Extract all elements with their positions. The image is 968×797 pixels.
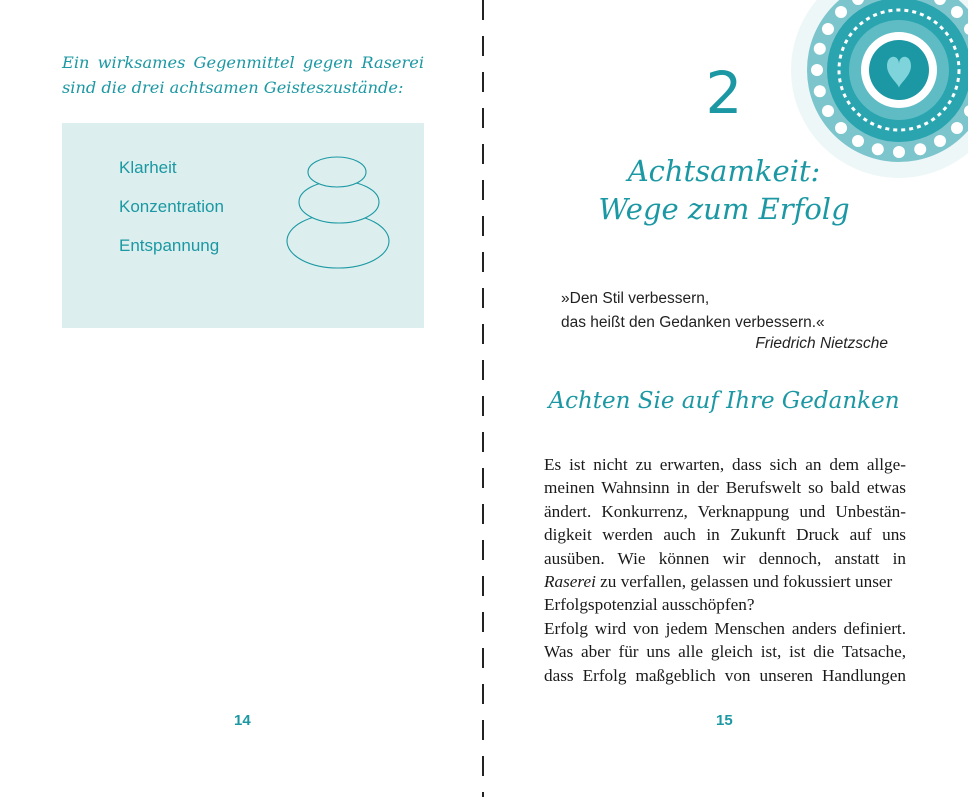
page-number-right: 15 [716, 712, 733, 729]
mindful-states-box [62, 123, 424, 328]
right-page [484, 0, 968, 797]
box-item-concentration: Konzentration [119, 197, 224, 216]
body-line-rest: zu verfallen, gelassen und fokussiert unser [595, 571, 893, 591]
quote-line2: das heißt den Gedanken verbessern.« [561, 314, 825, 331]
section-heading: Achten Sie auf Ihre Gedanken [548, 388, 900, 414]
body-line: dass Erfolg maßgeblich von unseren Handlungen [544, 665, 906, 685]
body-line: ausüben. Wie können wir dennoch, anstatt in [544, 548, 906, 568]
mandala-petal [822, 23, 834, 35]
mandala-petal [852, 135, 864, 147]
body-line: Erfolg wird von jedem Menschen anders definiert. [544, 618, 906, 638]
body-line: Erfolgspotenzial ausschöpfen? [544, 595, 755, 615]
stacked-stones-icon [282, 155, 392, 273]
body-line: Was aber für uns alle gleich ist, ist die Tatsache, [544, 642, 906, 662]
mandala-petal [934, 135, 946, 147]
chapter-title-line2: Wege zum Erfolg [598, 192, 850, 226]
quote-author: Friedrich Nietzsche [755, 335, 888, 352]
body-line [544, 570, 906, 593]
mandala-petal [814, 43, 826, 55]
mandala-petal [835, 6, 847, 18]
body-line: digkeit werden auch in Zukunft Druck auf uns [544, 525, 906, 545]
intro-text: Ein wirksames Gegenmittel gegen Raserei sind die drei achtsamen Geisteszustände: [62, 53, 424, 97]
quote-line1: »Den Stil verbessern, [561, 290, 710, 307]
body-paragraph [544, 453, 906, 687]
box-item-clarity: Klarheit [119, 158, 177, 177]
chapter-number: 2 [705, 59, 743, 127]
chapter-title-line1: Achtsamkeit: [627, 154, 821, 188]
page-number-left: 14 [234, 712, 251, 729]
epigraph-quote [561, 287, 825, 335]
box-item-relaxation: Entspannung [119, 236, 220, 255]
emphasis-raserei: Raserei [544, 571, 596, 591]
body-line: meinen Wahnsinn in der Berufswelt so bald etwas [544, 478, 906, 498]
body-line: Es ist nicht zu erwarten, dass sich an dem allge- [544, 455, 906, 474]
mandala-petal [951, 6, 963, 18]
body-line: ändert. Konkurrenz, Verknappung und Unbestän- [544, 501, 906, 521]
chapter-title [484, 152, 964, 228]
